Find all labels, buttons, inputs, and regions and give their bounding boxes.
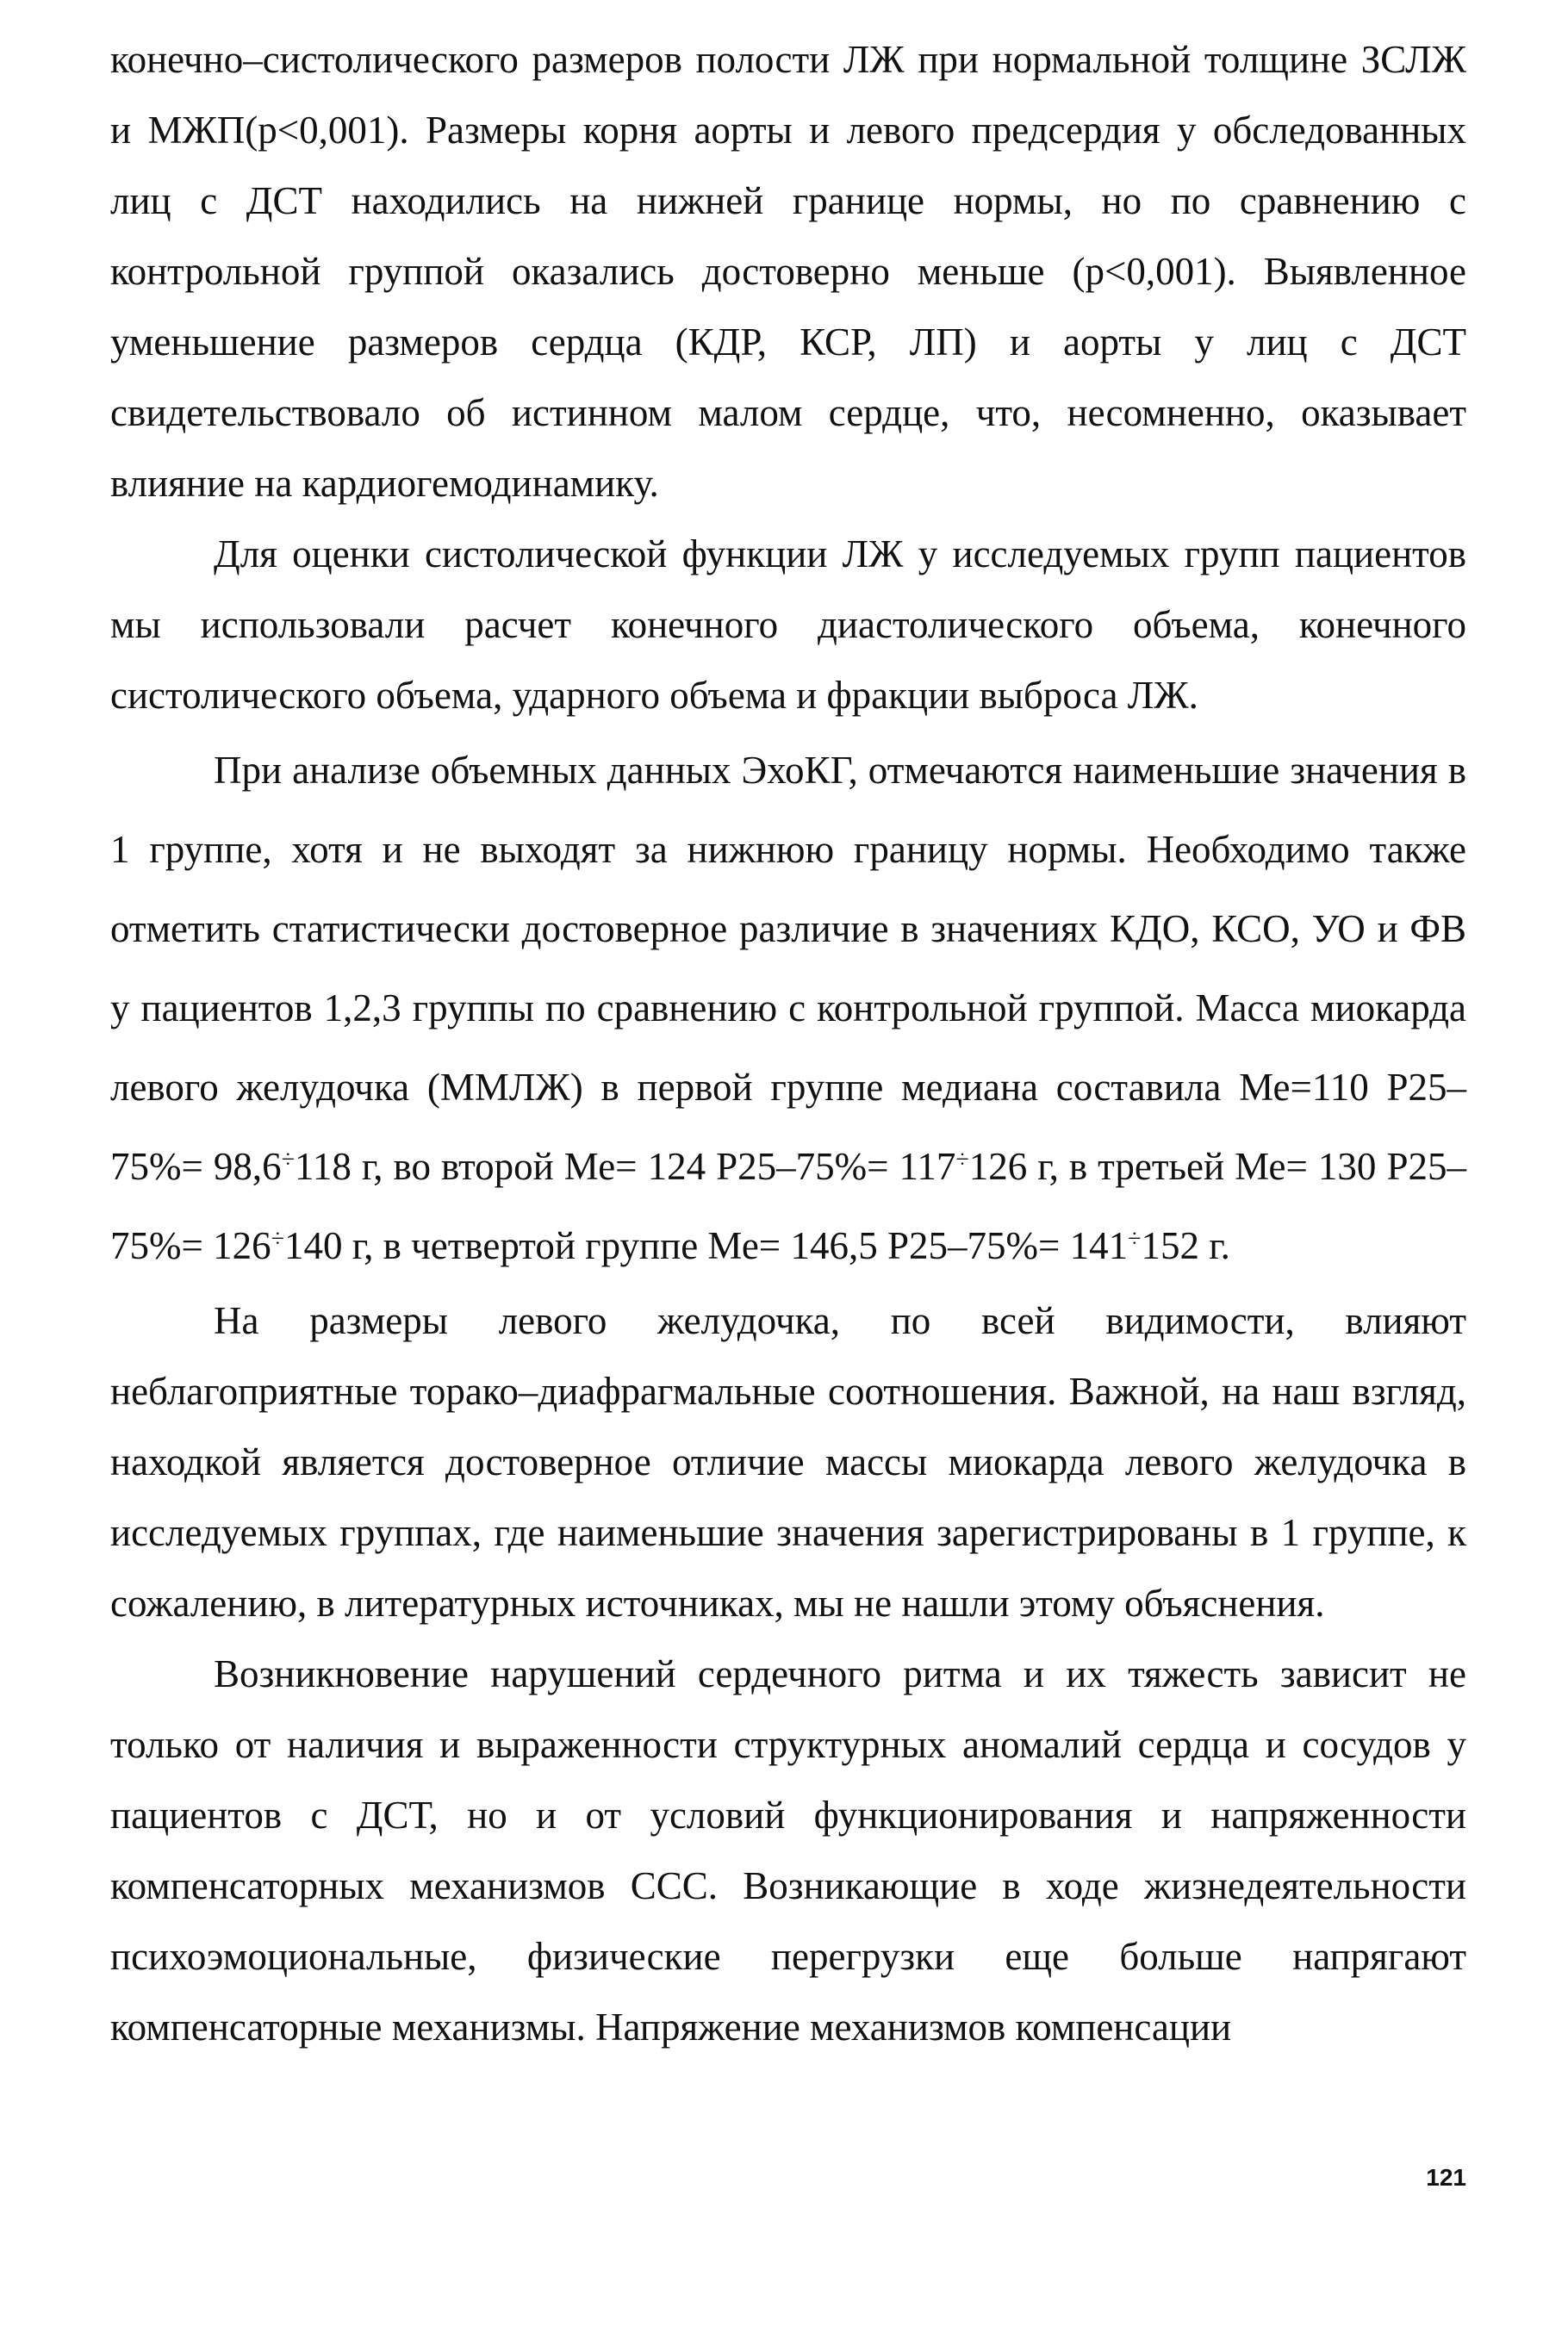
range-sign: ÷	[271, 1226, 284, 1253]
paragraph-3-part-2: 118 г, во второй Ме= 124 Р25–75%= 117	[295, 1145, 956, 1188]
range-sign: ÷	[1128, 1226, 1142, 1253]
paragraph-3	[110, 731, 1466, 1285]
document-page	[110, 24, 1466, 2062]
paragraph-2: Для оценки систолической функции ЛЖ у исследуемых групп пациентов мы использовали расчет конечного диастолического объема, конечного систолического объема, ударного объема и фракции выброса ЛЖ.	[110, 532, 1466, 717]
paragraph-3-part-3: 126 г, в третьей Ме= 130 Р25–75%= 126	[110, 1145, 1466, 1267]
paragraph-3-part-1: При анализе объемных данных ЭхоКГ, отмечаются наименьшие значения в 1 группе, хотя и не выходят за нижнюю границу нормы. Необходимо также отметить статистически достоверное различие в значениях КДО, КСО, УО и ФВ у пациентов 1,2,3 группы по сравнению с контрольной группой. Масса миокарда левого желудочка (ММЛЖ) в первой группе медиана составила Ме=110 Р25–75%= 98,6	[110, 749, 1466, 1188]
paragraph-3-part-5: 152 г.	[1141, 1224, 1230, 1267]
paragraph-5: Возникновение нарушений сердечного ритма и их тяжесть зависит не только от наличия и выраженности структурных аномалий сердца и сосудов у пациентов с ДСТ, но и от условий функционирования и напряженности компенсаторных механизмов ССС. Возникающие в ходе жизнедеятельности психоэмоциональные, физические перегрузки еще больше напрягают компенсаторные механизмы. Напряжение механизмов компенсации	[110, 1652, 1466, 2049]
range-sign: ÷	[281, 1147, 296, 1173]
paragraph-3-part-4: 140 г, в четвертой группе Ме= 146,5 Р25–75%= 141	[284, 1224, 1129, 1267]
paragraph-4: На размеры левого желудочка, по всей видимости, влияют неблагоприятные торако–диафрагмальные соотношения. Важной, на наш взгляд, находкой является достоверное отличие массы миокарда левого желудочка в исследуемых группах, где наименьшие значения зарегистрированы в 1 группе, к сожалению, в литературных источниках, мы не нашли этому объяснения.	[110, 1299, 1466, 1625]
paragraph-1: конечно–систолического размеров полости ЛЖ при нормальной толщине ЗСЛЖ и МЖП(р<0,001). Размеры корня аорты и левого предсердия у обследованных лиц с ДСТ находились на нижней границе нормы, но по сравнению с контрольной группой оказались достоверно меньше (р<0,001). Выявленное уменьшение размеров сердца (КДР, КСР, ЛП) и аорты у лиц с ДСТ свидетельствовало об истинном малом сердце, что, несомненно, оказывает влияние на кардиогемодинамику.	[110, 38, 1466, 505]
range-sign: ÷	[955, 1147, 969, 1173]
page-number: 121	[1426, 2164, 1466, 2191]
